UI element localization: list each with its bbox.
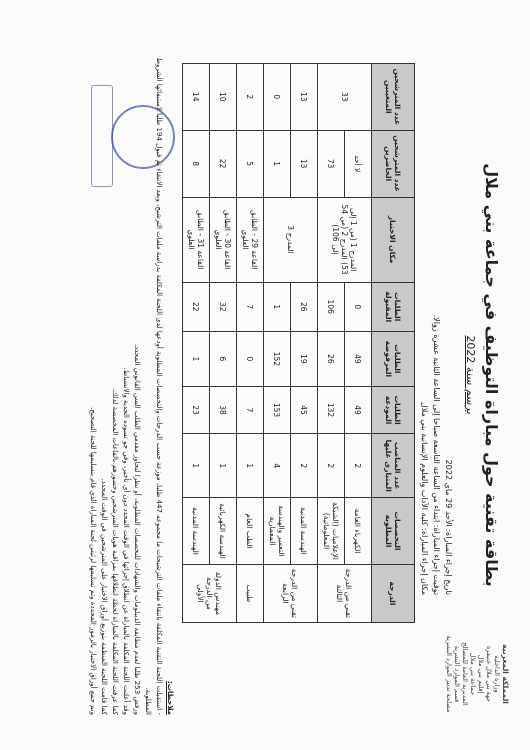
header-line: قسم الموارد البشرية xyxy=(453,645,461,703)
column-header: التخصصات المطلوبة xyxy=(372,498,415,565)
column-header: مكان الاختبار xyxy=(372,197,415,282)
table-cell: 0 xyxy=(345,282,372,331)
note-line: كما قامت اللجنة المنظمة بتوزيع أوراق الاختبار على المترشحين في الوقت المحدد. xyxy=(100,478,108,715)
table-cell: 19 xyxy=(291,331,318,386)
table-cell: 2 xyxy=(318,434,345,498)
table-cell: 38 xyxy=(210,386,237,433)
table-cell: 0 xyxy=(237,331,264,386)
table-cell: 1 xyxy=(237,434,264,498)
table-cell: 13 xyxy=(291,64,318,131)
info-line: تاريخ إجراء المباراة: الأحد 29 ماي 2022 xyxy=(444,459,453,595)
table-cell: المدرج 3 xyxy=(264,197,318,282)
table-cell: 153 xyxy=(264,386,291,433)
table-cell: 1 xyxy=(183,434,210,498)
table-row xyxy=(291,64,318,623)
recruitment-table xyxy=(182,63,415,623)
table-cell: 49 xyxy=(345,386,372,433)
table-cell: 49 xyxy=(345,331,372,386)
table-row xyxy=(345,64,372,623)
table-cell: 2 xyxy=(291,434,318,498)
table-cell: 6 xyxy=(210,331,237,386)
table-row xyxy=(210,64,237,623)
header-line: المديرية العامة للمصالح xyxy=(461,642,469,706)
table-cell: 1 xyxy=(264,130,291,197)
table-cell: 1 xyxy=(183,331,210,386)
table-cell: 8 xyxy=(183,130,210,197)
table-cell: 2 xyxy=(345,434,372,498)
table-cell: 106 xyxy=(318,282,345,331)
table-cell: 10 xyxy=(210,64,237,131)
header-line: جماعة بني ملال xyxy=(469,652,477,696)
table-cell: 33 xyxy=(318,64,372,131)
table-cell: 152 xyxy=(264,331,291,386)
table-cell: الكهرباء العامة xyxy=(345,498,372,565)
table-cell: 7 xyxy=(237,386,264,433)
note-line: كما عرفت اللجنة المكلفة بالمباراة لحظة انطلاقها بمراقبة هويات المترشحين وحضورهم بالقاعات المخصصة لذلك. xyxy=(111,388,119,715)
table-cell: 26 xyxy=(291,282,318,331)
table-cell: الطب العام xyxy=(237,498,264,565)
table-cell: 0 xyxy=(264,64,291,131)
table-cell: القاعة 29 - الطابق العلوي xyxy=(237,197,264,282)
page-subtitle: برسم سنة 2022 xyxy=(464,335,477,415)
header-line: وزارة الداخلية xyxy=(493,655,501,693)
table-cell: القاعة 30 - الطابق العلوي xyxy=(210,197,237,282)
table-cell: 1 xyxy=(210,434,237,498)
header-line: إقليم بني ملال xyxy=(477,654,485,694)
table-cell: المدرج 1 (من 1 إلى 53) المدرج 2 (من 54 إلى 106) xyxy=(318,197,372,282)
notes-heading: ملاحظات: xyxy=(166,681,174,715)
table-cell: 14 xyxy=(183,64,210,131)
rotated-content xyxy=(15,15,515,735)
header-line: مصلحة تدبير الموارد البشرية xyxy=(445,635,453,713)
header-line: جهة بني ملال خنيفرة xyxy=(485,645,493,703)
table-cell: تقني من الدرجة الثالثة xyxy=(318,564,372,622)
table-cell: الهندسة المدنية xyxy=(183,498,210,565)
note-line: وتم جمع أوراق الاختبار بالرموز المحددة وتم تسليمها لرئيس لجنة المباراة الذي قام بتسليمها للجنة التصحيح. xyxy=(89,407,97,715)
note-line: ورفض 253 طلبا لعدم مطابقة الديبلومات والشهادات للتخصصات المطلوبة، أو نظرا لتجاوز مقدمي الطلب السن القانوني المحدد. xyxy=(133,343,141,715)
table-row xyxy=(183,64,210,623)
table-cell: 22 xyxy=(210,130,237,197)
table-cell: 132 xyxy=(318,386,345,433)
page-title: بطاقة تقنية حول مباراة التوظيف في جماعة بني ملال xyxy=(482,163,501,587)
note-line: - استقبلت اللجنة التقنية المكلفة بانتقاء ملفات الترشيحات ما مجموعه 447 طلبا، موزعة حسب الدرجات والتخصصات المطلوبة أودعها لدى اللجنة المكلفة بدراسة ملفات الترشيح، وبعد الانتقاء تم قبول 194 طلبا لاستيفائها الشروط المطلوبة. xyxy=(144,57,163,715)
table-cell: القاعة 31 - الطابق العلوي xyxy=(183,197,210,282)
table-cell: 2 xyxy=(237,64,264,131)
column-header: الطلبات المقبولة xyxy=(372,282,415,331)
table-cell: 1 xyxy=(264,282,291,331)
column-header: الدرجة xyxy=(372,564,415,622)
column-header: الطلبات المودعة xyxy=(372,386,415,433)
info-line: مكان إجراء المباراة: كلية الآداب والعلوم الإنسانية بني ملال xyxy=(420,401,429,595)
table-cell: تقني من الدرجة الرابعة xyxy=(264,564,318,622)
table-row xyxy=(318,64,345,623)
table-cell: 32 xyxy=(210,282,237,331)
table-cell: 26 xyxy=(318,331,345,386)
table-cell: 23 xyxy=(183,386,210,433)
table-cell: 5 xyxy=(237,130,264,197)
notes-section xyxy=(87,35,175,715)
column-header: عدد المناصب المتبارى عليها xyxy=(372,434,415,498)
table-cell: الإعلاميات (الشبكة المعلوماتية) xyxy=(318,498,345,565)
table-cell: 7 xyxy=(237,282,264,331)
column-header: الطلبات المرفوضة xyxy=(372,331,415,386)
table-cell: 22 xyxy=(183,282,210,331)
table-cell: 13 xyxy=(291,130,318,197)
table-cell: الهندسة المدنية xyxy=(291,498,318,565)
note-line: وقد أعلنت اللجنة المكلفة بالمباراة عن انطلاق إجرائها في الوقت المحدد دون أي تأخير، وفي جو تسوده الجدية والانضباط. xyxy=(122,367,130,715)
table-cell: 45 xyxy=(291,386,318,433)
table-cell: لا أحد xyxy=(345,130,372,197)
table-cell: 4 xyxy=(264,434,291,498)
table-header-row xyxy=(372,64,415,623)
table-cell: التعمير والهندسة المعمارية xyxy=(264,498,291,565)
table-cell: طبيب xyxy=(237,564,264,622)
table-row xyxy=(237,64,264,623)
exam-info xyxy=(418,315,455,595)
table-row xyxy=(264,64,291,623)
table-cell: 73 xyxy=(318,130,345,197)
header-line: المملكة المغربية xyxy=(501,644,510,704)
table-cell: مهندس الدولة من الدرجة الأولى xyxy=(183,564,237,622)
table-cell: الهندسة الكهربائية xyxy=(210,498,237,565)
column-header: عدد المترشحين المتغيبين xyxy=(372,64,415,131)
column-header: عدد المترشحين الحاضرين xyxy=(372,130,415,197)
info-line: توقيت إجراء المباراة: ابتداء من الساعة التاسعة صباحا إلى الساعة الثانية عشرة زوالا. xyxy=(432,314,441,595)
